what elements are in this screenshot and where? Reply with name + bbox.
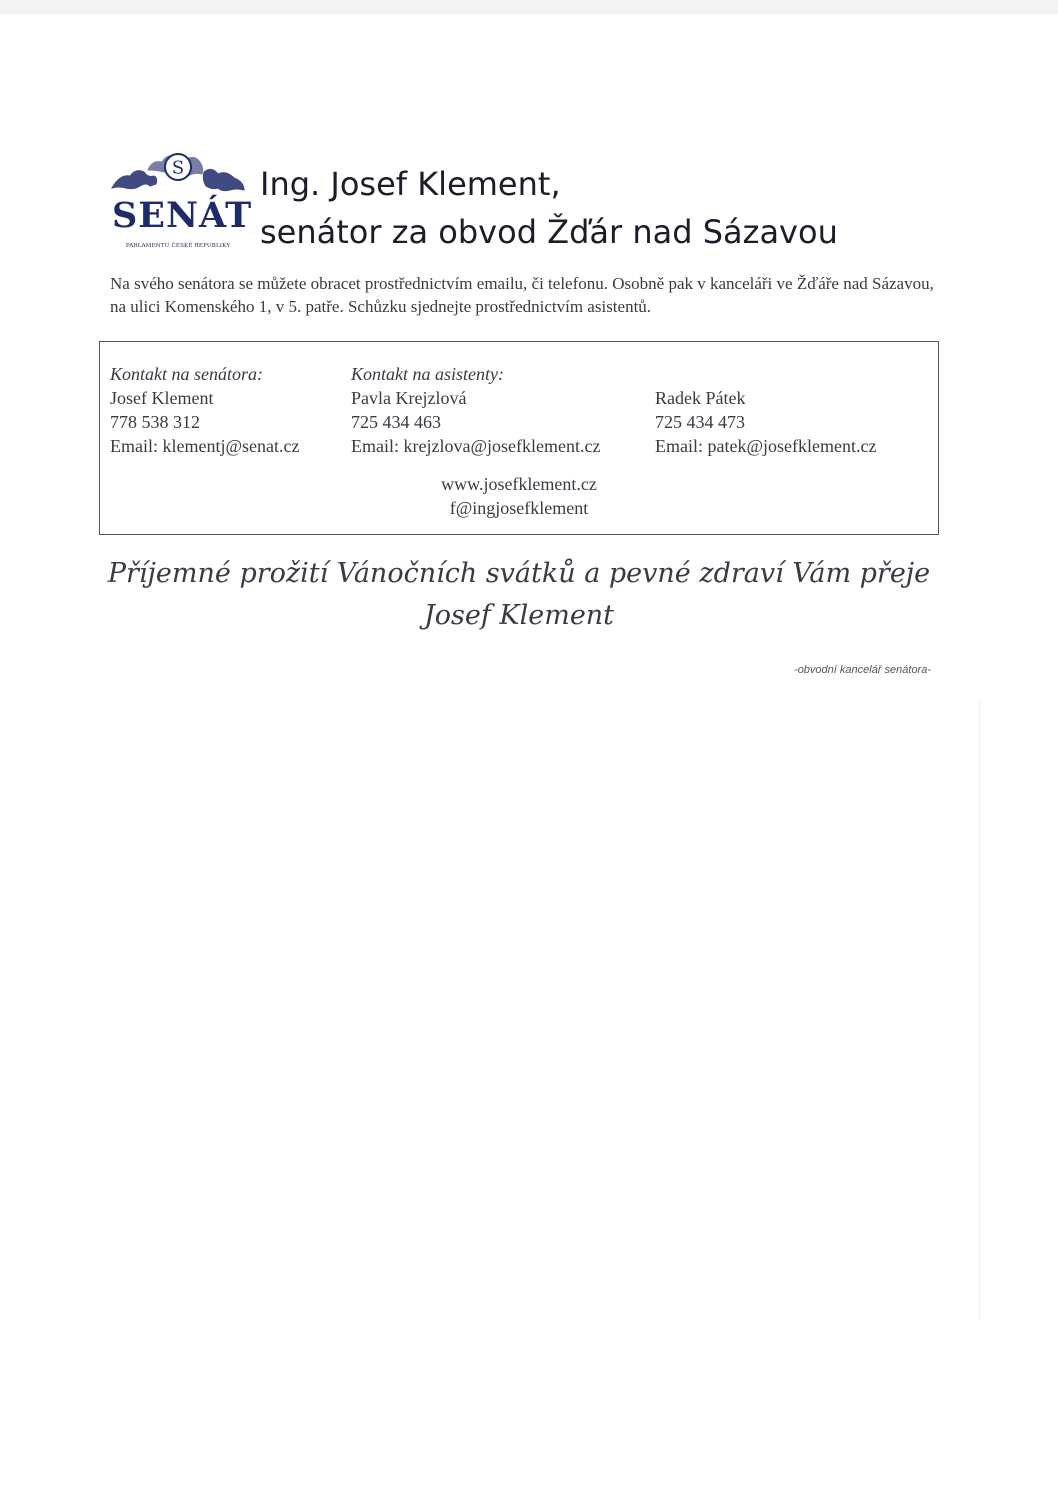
assistant-1-email: Email: krejzlova@josefklement.cz <box>351 436 601 456</box>
svg-text:S: S <box>171 157 185 179</box>
greeting-signature: Josef Klement <box>423 600 615 631</box>
header-title <box>260 162 940 254</box>
christmas-greeting <box>99 553 939 637</box>
intro-paragraph: Na svého senátora se můžete obracet prostřednictvím emailu, či telefonu. Osobně pak v kanceláři ve Žďáře nad Sázavou, na ulici Komenského 1, v 5. patře. Schůzku sjednejte prostřednictvím asistentů. <box>110 274 934 316</box>
scan-edge-line <box>979 700 980 1320</box>
header-role: senátor za obvod Žďár nad Sázavou <box>260 213 838 251</box>
senat-logo <box>108 150 253 260</box>
assistant-1-contact <box>351 362 600 458</box>
header-name: Ing. Josef Klement, <box>260 165 561 203</box>
scan-top-band <box>0 0 1058 14</box>
assistant-1-name: Pavla Krejzlová <box>351 388 467 408</box>
assistant-2-phone: 725 434 473 <box>655 412 745 432</box>
contact-box <box>99 341 939 535</box>
senat-emblem-icon <box>108 150 248 200</box>
senator-name: Josef Klement <box>110 388 214 408</box>
assistants-contact-heading: Kontakt na asistenty: <box>351 364 504 384</box>
web-links <box>100 472 938 520</box>
assistant-2-spacer <box>655 362 877 386</box>
senator-contact-heading: Kontakt na senátora: <box>110 364 263 384</box>
assistant-1-phone: 725 434 463 <box>351 412 441 432</box>
senator-contact <box>110 362 300 458</box>
website-link: www.josefklement.cz <box>441 474 597 494</box>
logo-wordmark: SENÁT <box>112 195 253 236</box>
assistant-2-email: Email: patek@josefklement.cz <box>655 436 877 456</box>
assistant-2-name: Radek Pátek <box>655 388 746 408</box>
senator-email: Email: klementj@senat.cz <box>110 436 300 456</box>
assistant-2-contact <box>655 362 877 458</box>
senator-phone: 778 538 312 <box>110 412 200 432</box>
greeting-message: Příjemné prožití Vánočních svátků a pevné zdraví Vám přeje <box>107 558 931 589</box>
logo-subtitle: PARLAMENTU ČESKÉ REPUBLIKY <box>125 243 231 249</box>
footer-note: -obvodní kancelář senátora- <box>794 664 931 676</box>
facebook-link: f@ingjosefklement <box>449 498 589 518</box>
